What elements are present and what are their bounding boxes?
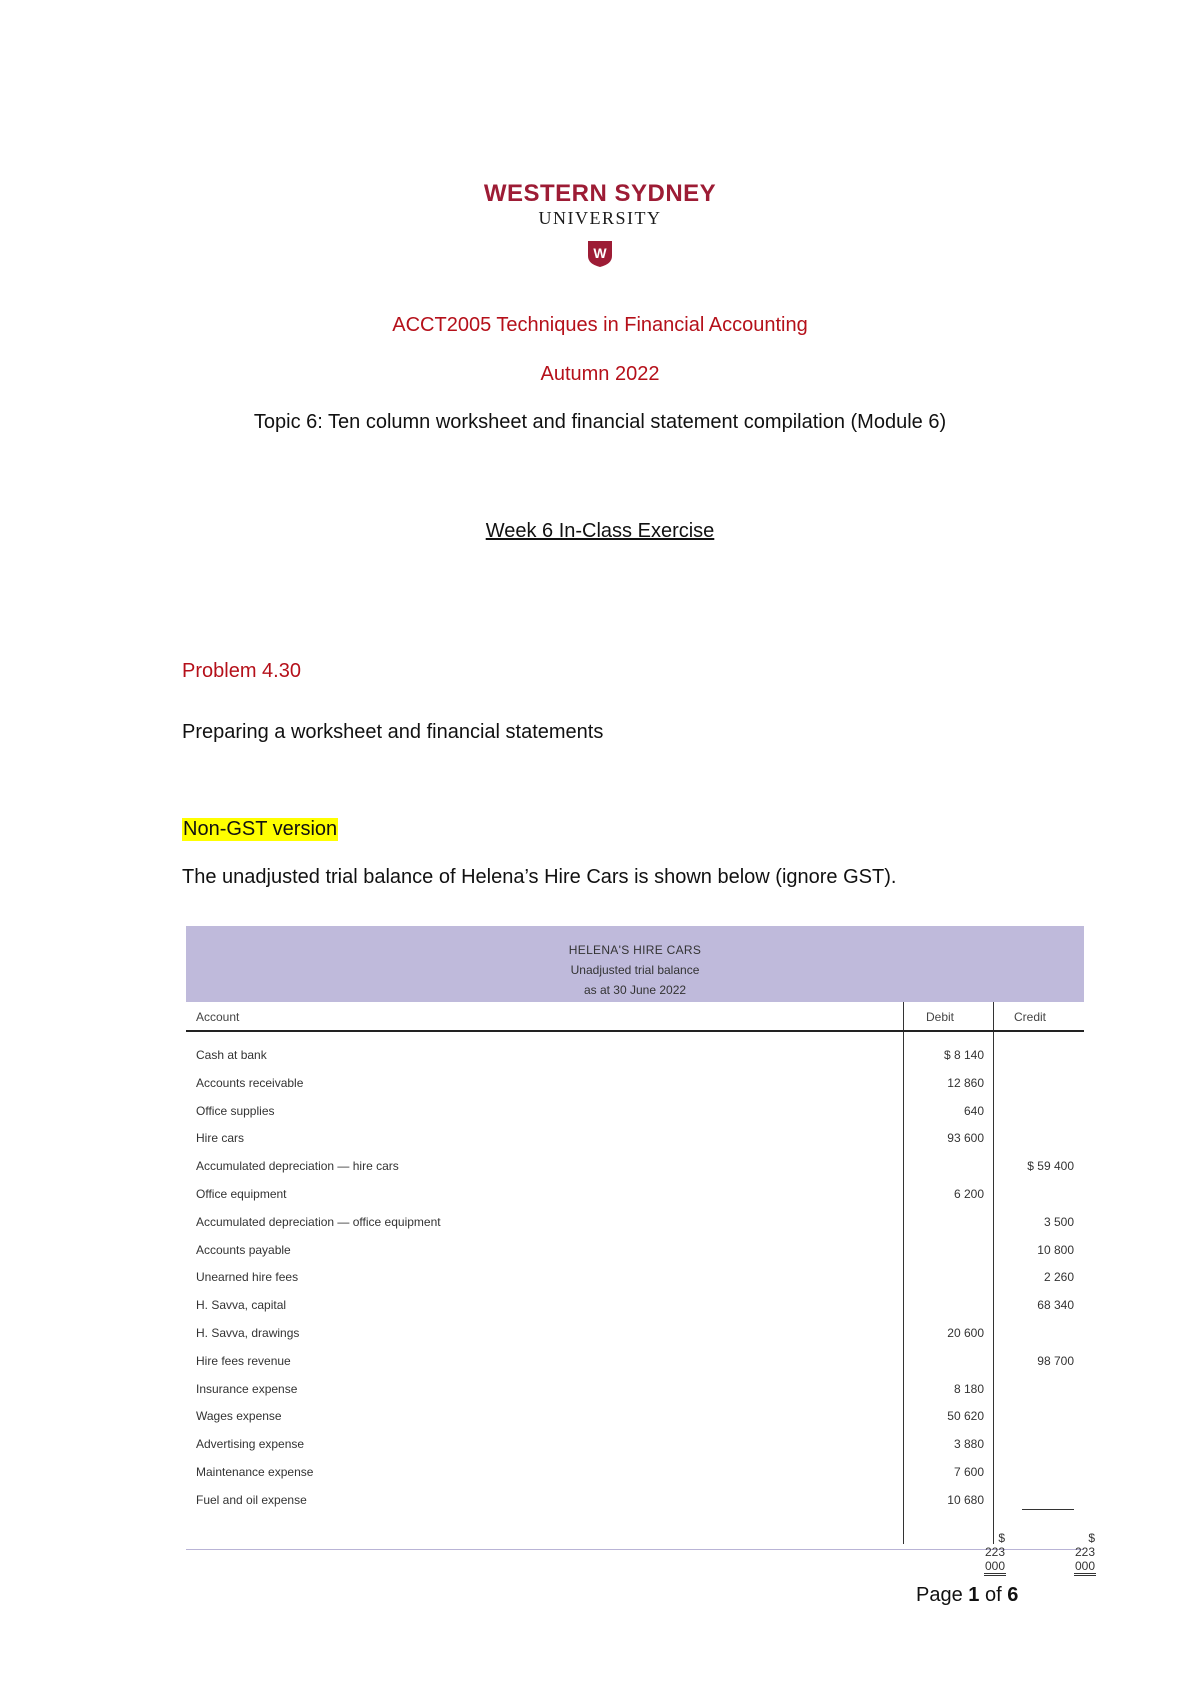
credit-subtotal-line — [1022, 1509, 1074, 1510]
account-cell: Accumulated depreciation — hire cars — [196, 1159, 399, 1174]
debit-cell: 6 200 — [953, 1186, 984, 1201]
table-bottom-rule — [186, 1549, 1084, 1550]
logo-line1: WESTERN SYDNEY — [483, 180, 717, 207]
account-cell: Insurance expense — [196, 1381, 298, 1396]
subheading: Preparing a worksheet and financial statements — [182, 721, 604, 743]
credit-cell: 3 500 — [1043, 1214, 1074, 1229]
table-row — [186, 1376, 1084, 1404]
trial-balance-table — [186, 926, 1096, 1573]
table-row — [186, 1098, 1084, 1126]
account-cell: Fuel and oil expense — [196, 1492, 307, 1507]
debit-cell: 8 180 — [953, 1381, 984, 1396]
version-label: Non-GST version — [183, 818, 338, 840]
debit-cell: 3 880 — [953, 1437, 984, 1452]
account-cell: Hire cars — [196, 1131, 245, 1146]
table-row — [186, 1403, 1084, 1431]
account-cell: Wages expense — [196, 1409, 282, 1424]
account-cell: Cash at bank — [196, 1048, 267, 1062]
account-cell: Hire fees revenue — [196, 1353, 291, 1368]
page-current: 1 — [968, 1584, 980, 1606]
intro-text: The unadjusted trial balance of Helena’s Hire Cars is shown below (ignore GST). — [182, 866, 897, 888]
account-cell: Accounts payable — [196, 1242, 291, 1257]
table-row — [186, 1459, 1084, 1487]
page-number — [916, 1584, 1018, 1607]
debit-column-header: Debit — [926, 1010, 955, 1024]
account-cell: Unearned hire fees — [196, 1270, 299, 1285]
credit-cell: 2 260 — [1043, 1270, 1074, 1285]
course-title: ACCT2005 Techniques in Financial Accounting — [392, 314, 808, 336]
account-cell: H. Savva, drawings — [196, 1325, 300, 1340]
account-cell: Office supplies — [196, 1103, 275, 1118]
credit-cell: 10 800 — [1037, 1242, 1074, 1257]
table-row — [186, 1153, 1084, 1181]
semester: Autumn 2022 — [540, 363, 660, 385]
account-cell: Office equipment — [196, 1186, 287, 1201]
table-row — [186, 1487, 1084, 1515]
debit-cell: $ 8 140 — [943, 1048, 984, 1062]
logo-line2: UNIVERSITY — [538, 208, 662, 228]
table-row — [186, 1070, 1084, 1098]
credit-total: $ 223 000 — [1074, 1531, 1096, 1576]
debit-cell: 640 — [963, 1103, 984, 1118]
trial-balance-header — [186, 926, 1084, 1002]
page-total: 6 — [1007, 1584, 1019, 1606]
trial-balance-rows — [186, 1032, 1084, 1515]
account-cell: H. Savva, capital — [196, 1298, 287, 1313]
page-of: of — [979, 1584, 1008, 1606]
problem-heading: Problem 4.30 — [182, 660, 301, 682]
debit-total: $ 223 000 — [984, 1531, 1006, 1576]
table-row — [186, 1264, 1084, 1292]
credit-cell: 68 340 — [1037, 1298, 1074, 1313]
statement-title: Unadjusted trial balance — [570, 963, 700, 977]
page-label: Page — [916, 1584, 969, 1606]
account-cell: Accounts receivable — [196, 1075, 304, 1090]
totals-row — [186, 1515, 1096, 1573]
university-logo — [0, 180, 1200, 273]
debit-cell: 7 600 — [953, 1464, 984, 1479]
account-cell: Accumulated depreciation — office equipment — [196, 1214, 441, 1229]
debit-cell: 50 620 — [947, 1409, 984, 1424]
debit-cell: 93 600 — [947, 1131, 984, 1146]
debit-cell: 20 600 — [947, 1325, 984, 1340]
table-row — [186, 1431, 1084, 1459]
credit-cell: $ 59 400 — [1027, 1159, 1074, 1174]
shield-letter: W — [593, 245, 607, 261]
topic-title: Topic 6: Ten column worksheet and financial statement compilation (Module 6) — [253, 411, 947, 433]
column-headers — [186, 1002, 1084, 1032]
table-row — [186, 1320, 1084, 1348]
statement-date: as at 30 June 2022 — [583, 983, 687, 997]
table-row — [186, 1042, 1084, 1070]
shield-icon — [587, 240, 613, 273]
table-row — [186, 1348, 1084, 1376]
table-row — [186, 1125, 1084, 1153]
table-row — [186, 1181, 1084, 1209]
debit-cell: 10 680 — [947, 1492, 984, 1507]
week-title: Week 6 In-Class Exercise — [485, 520, 715, 542]
table-row — [186, 1209, 1084, 1237]
credit-column-header: Credit — [1014, 1010, 1047, 1024]
table-row — [186, 1292, 1084, 1320]
table-row — [186, 1237, 1084, 1265]
debit-cell: 12 860 — [947, 1075, 984, 1090]
credit-cell: 98 700 — [1037, 1353, 1074, 1368]
account-cell: Maintenance expense — [196, 1464, 314, 1479]
account-column-header: Account — [196, 1010, 240, 1024]
account-cell: Advertising expense — [196, 1437, 305, 1452]
company-name: HELENA'S HIRE CARS — [568, 943, 702, 957]
